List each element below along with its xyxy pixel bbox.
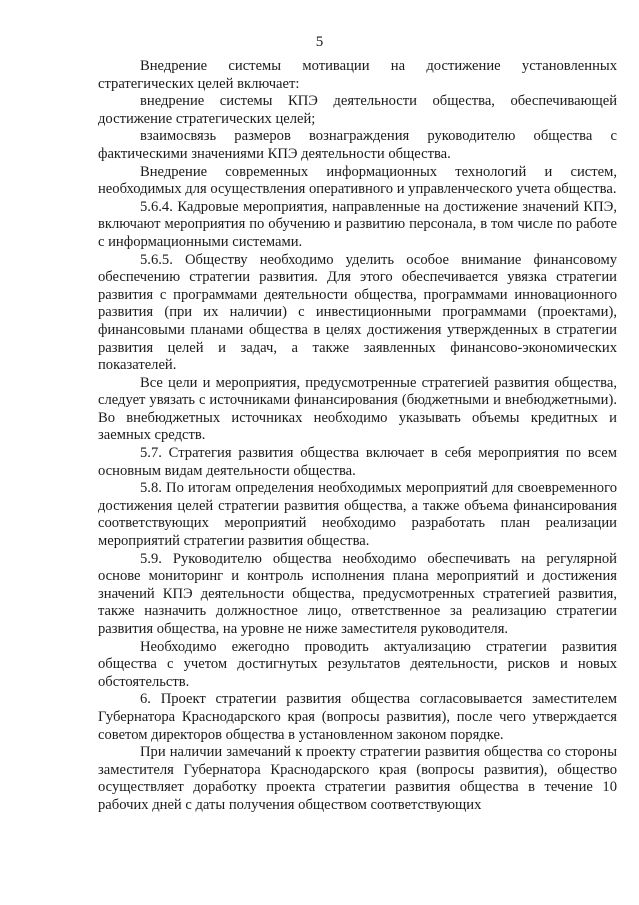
paragraph-remarks: При наличии замечаний к проекту стратегии развития общества со стороны заместителя Губернатора Краснодарского края (вопросы развития), общество осуществляет доработку проекта стратегии развития общества в течение 10 рабочих дней с даты получения обществом соответствующих: [98, 744, 617, 813]
paragraph-motivation-intro: Внедрение системы мотивации на достижение установленных стратегических целей включает:: [98, 58, 617, 92]
paragraph-kpi-system: внедрение системы КПЭ деятельности общества, обеспечивающей достижение стратегических целей;: [98, 93, 617, 127]
page-number: 5: [315, 34, 324, 50]
document-body: [98, 58, 617, 815]
paragraph-reward-link: взаимосвязь размеров вознаграждения руководителю общества с фактическими значениями КПЭ деятельности общества.: [98, 128, 617, 162]
paragraph-5-6-5: 5.6.5. Обществу необходимо уделить особое внимание финансовому обеспечению стратегии развития. Для этого обеспечивается увязка стратегии развития с программами деятельности общества, программами инновационного развития (при их наличии) с инвестиционными программами (проектами), финансовыми планами общества в целях достижения утвержденных в стратегии развития целей и задач, а также заявленных финансово-экономических показателей.: [98, 251, 617, 374]
paragraph-5-7: 5.7. Стратегия развития общества включает в себя мероприятия по всем основным видам деятельности общества.: [98, 445, 617, 479]
paragraph-annual-update: Необходимо ежегодно проводить актуализацию стратегии развития общества с учетом достигнутых результатов деятельности, рисков и новых обстоятельств.: [98, 638, 617, 690]
paragraph-5-9: 5.9. Руководителю общества необходимо обеспечивать на регулярной основе мониторинг и контроль исполнения плана мероприятий и достижения значений КПЭ деятельности общества, предусмотренных стратегией развития, также назначить должностное лицо, ответственное за реализацию стратегии развития общества, на уровне не ниже заместителя руководителя.: [98, 550, 617, 637]
paragraph-5-8: 5.8. По итогам определения необходимых мероприятий для своевременного достижения целей стратегии развития общества, а также объема финансирования соответствующих мероприятий необходимо разработать план реализации мероприятий стратегии развития общества.: [98, 480, 617, 550]
paragraph-6: 6. Проект стратегии развития общества согласовывается заместителем Губернатора Краснодарского края (вопросы развития), после чего утверждается советом директоров общества в установленном законом порядке.: [98, 691, 617, 743]
paragraph-it-systems: Внедрение современных информационных технологий и систем, необходимых для осуществления оперативного и управленческого учета общества.: [98, 163, 617, 198]
paragraph-5-6-4: 5.6.4. Кадровые мероприятия, направленные на достижение значений КПЭ, включают мероприятия по обучению и развитию персонала, в том числе по работе с информационными системами.: [98, 198, 617, 250]
paragraph-funding-sources: Все цели и мероприятия, предусмотренные стратегией развития общества, следует увязать с источниками финансирования (бюджетными и внебюджетными). Во внебюджетных источниках необходимо указывать объемы кредитных и заемных средств.: [98, 374, 617, 444]
